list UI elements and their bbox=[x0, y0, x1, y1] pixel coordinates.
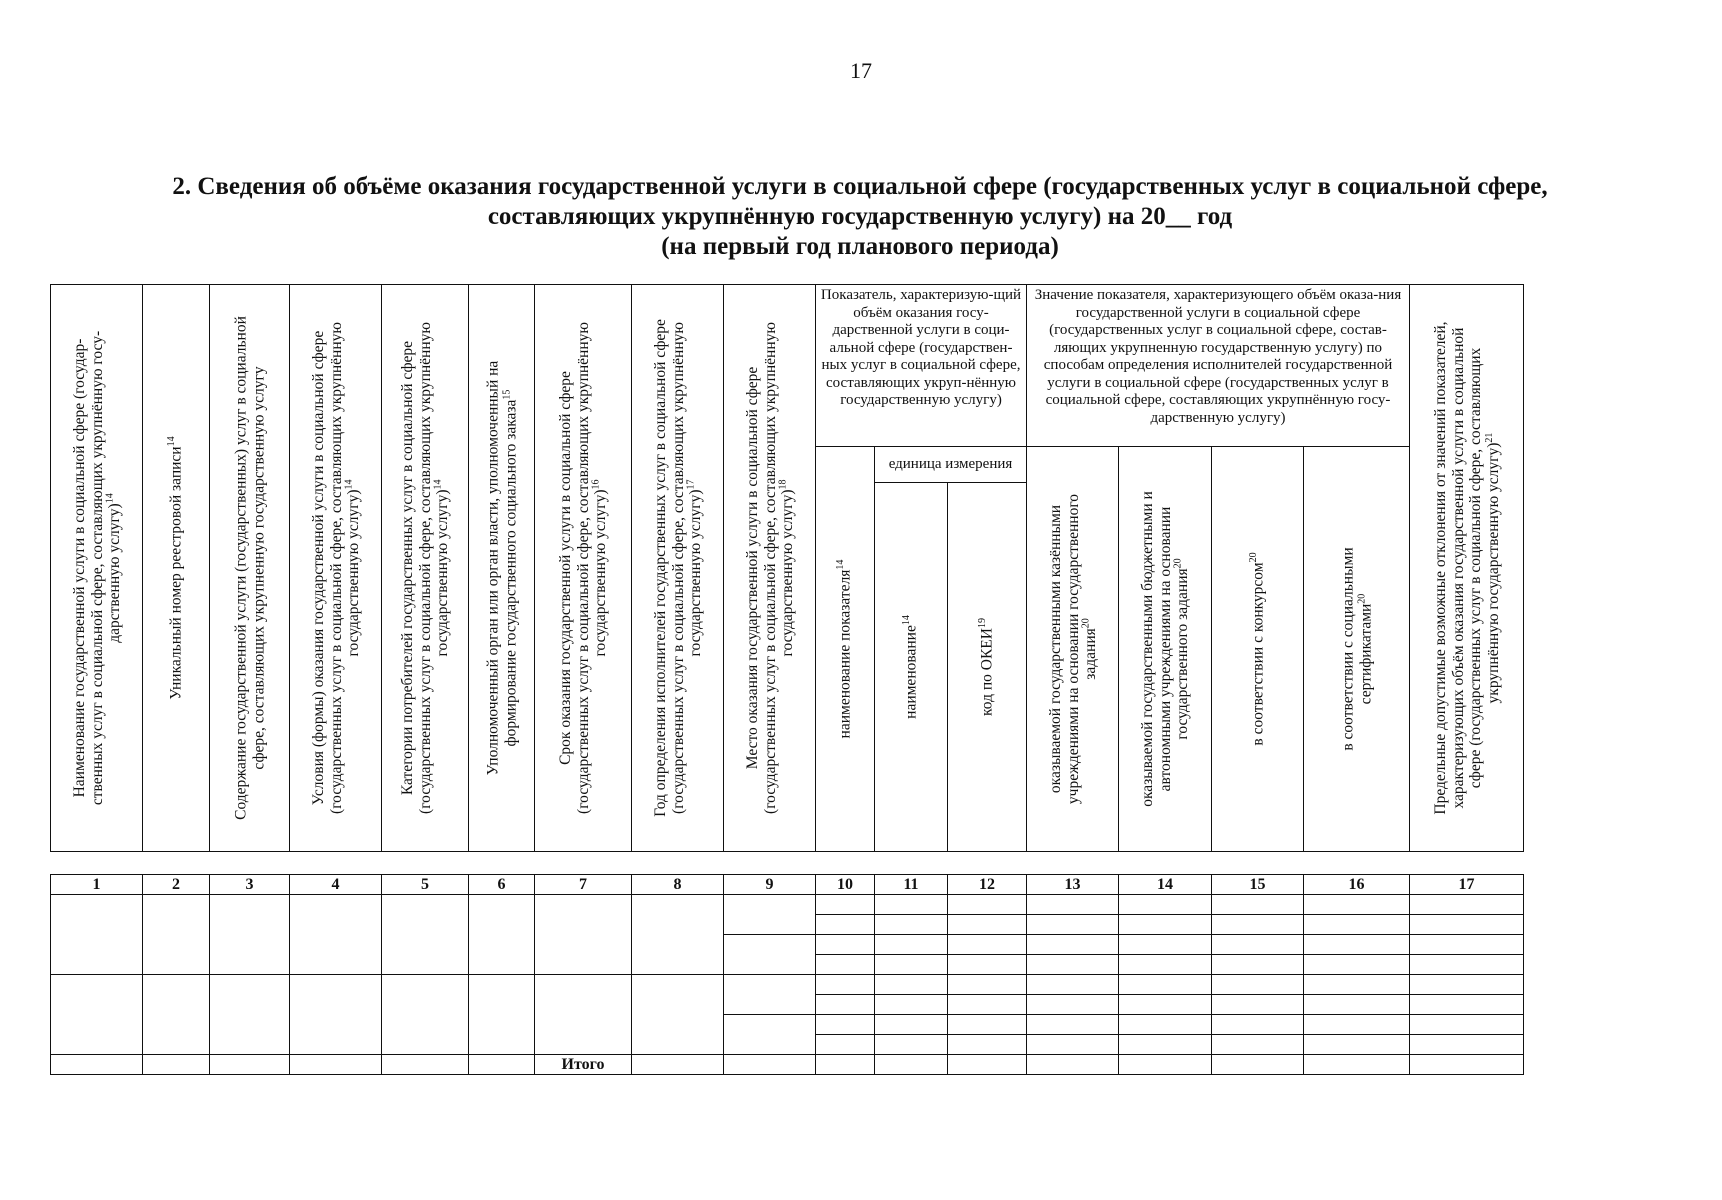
table-cell bbox=[1027, 1015, 1119, 1035]
table-cell bbox=[1119, 895, 1212, 915]
table-row bbox=[51, 895, 1524, 915]
table-cell bbox=[1027, 935, 1119, 955]
col-number: 5 bbox=[382, 875, 469, 895]
table-cell bbox=[1212, 1015, 1304, 1035]
table-cell bbox=[1212, 915, 1304, 935]
col-number: 1 bbox=[51, 875, 143, 895]
table-cell bbox=[816, 955, 875, 975]
table-cell bbox=[1027, 995, 1119, 1015]
table-cell bbox=[210, 895, 290, 975]
page-number: 17 bbox=[850, 58, 872, 83]
table-cell bbox=[1119, 1015, 1212, 1035]
table-row bbox=[51, 975, 1524, 995]
table-cell bbox=[1212, 1055, 1304, 1075]
table-cell bbox=[1304, 915, 1410, 935]
table-cell bbox=[1410, 1035, 1524, 1055]
table-cell bbox=[382, 895, 469, 975]
table-cell bbox=[1119, 915, 1212, 935]
table-cell bbox=[875, 895, 948, 915]
table-cell bbox=[469, 1055, 535, 1075]
header-unit: единица измерения bbox=[875, 447, 1027, 483]
table-cell bbox=[469, 975, 535, 1055]
table-cell bbox=[1410, 1055, 1524, 1075]
table-cell bbox=[816, 1055, 875, 1075]
col-number: 4 bbox=[290, 875, 382, 895]
table-cell bbox=[1304, 995, 1410, 1015]
table-cell bbox=[948, 1035, 1027, 1055]
col-number: 15 bbox=[1212, 875, 1304, 895]
title-line-2: составляющих укрупнённую государственную услугу) на 20__ год bbox=[487, 203, 1233, 230]
header-col-17: Предельные допустимые возможные отклонения от значений показателей, характеризующих объём оказания государственной услуги в социальной сфере (государственных услуг в социальной сфере, составляющих укрупнённую государственную услугу)$^{21}$ bbox=[1410, 285, 1524, 852]
table-cell bbox=[1410, 935, 1524, 955]
col-number: 16 bbox=[1304, 875, 1410, 895]
header-group-indicator: Показатель, характеризую-щий объём оказания госу-дарственной услуги в соци-альной сфере (государствен-ных услуг в социальной сфере, составляющих укруп-нённую государственную услугу) bbox=[816, 285, 1027, 447]
col-number: 17 bbox=[1410, 875, 1524, 895]
table-cell bbox=[51, 895, 143, 975]
header-col-7: Срок оказания государственной услуги в социальной сфере (государственных услуг в социальной сфере, составляющих укрупнённую государственную услугу)$^{16}$ bbox=[535, 285, 632, 852]
table-cell bbox=[1212, 995, 1304, 1015]
total-label: Итого bbox=[535, 1055, 632, 1075]
header-col-10: наименование показателя$^{14}$ bbox=[816, 447, 875, 852]
table-cell bbox=[1304, 955, 1410, 975]
col-number: 11 bbox=[875, 875, 948, 895]
table-cell bbox=[816, 935, 875, 955]
table-cell bbox=[1212, 955, 1304, 975]
col-number: 10 bbox=[816, 875, 875, 895]
section-title bbox=[60, 172, 1660, 262]
table-cell bbox=[210, 1055, 290, 1075]
table-cell bbox=[1410, 895, 1524, 915]
table-cell bbox=[535, 895, 632, 975]
table-cell bbox=[1027, 895, 1119, 915]
table-cell bbox=[382, 1055, 469, 1075]
header-col-11: наименование$^{14}$ bbox=[875, 483, 948, 852]
table-cell bbox=[1410, 1015, 1524, 1035]
table-cell bbox=[875, 975, 948, 995]
header-col-3: Содержание государственной услуги (государственных) услуг в социальной сфере, составляющих укрупненную государственную услугу bbox=[210, 285, 290, 852]
table-cell bbox=[290, 975, 382, 1055]
table-cell bbox=[1027, 975, 1119, 995]
data-table bbox=[50, 874, 1524, 1075]
table-cell bbox=[1304, 895, 1410, 915]
header-col-4: Условия (формы) оказания государственной услуги в социальной сфере (государственных услуг в социальной сфере, составляющих укрупнённую государственную услугу)$^{14}$ bbox=[290, 285, 382, 852]
table-cell bbox=[948, 955, 1027, 975]
header-table bbox=[50, 284, 1524, 852]
table-cell bbox=[1027, 915, 1119, 935]
table-cell bbox=[1119, 935, 1212, 955]
table-cell bbox=[210, 975, 290, 1055]
table-cell bbox=[1410, 995, 1524, 1015]
table-cell bbox=[816, 975, 875, 995]
table-cell bbox=[816, 1035, 875, 1055]
table-cell bbox=[1304, 1015, 1410, 1035]
table-cell bbox=[290, 1055, 382, 1075]
table-cell bbox=[1304, 1055, 1410, 1075]
table-cell bbox=[724, 1015, 816, 1055]
col-number: 14 bbox=[1119, 875, 1212, 895]
header-col-8: Год определения исполнителей государственных услуг в социальной сфере (государственных услуг в социальной сфере, составляющих укрупнённую государственную услугу)$^{17}$ bbox=[632, 285, 724, 852]
table-cell bbox=[1212, 975, 1304, 995]
header-col-1: Наименование государственной услуги в социальной сфере (государ-ственных услуг в социальной сфере, составляющих укрупнённую госу-дарственную услугу)$^{14}$ bbox=[51, 285, 143, 852]
table-cell bbox=[1212, 1035, 1304, 1055]
table-cell bbox=[1410, 975, 1524, 995]
table-cell bbox=[875, 995, 948, 1015]
table-cell bbox=[816, 915, 875, 935]
table-cell bbox=[875, 955, 948, 975]
table-cell bbox=[724, 1055, 816, 1075]
table-cell bbox=[875, 915, 948, 935]
table-cell bbox=[290, 895, 382, 975]
header-col-15: в соответствии с конкурсом$^{20}$ bbox=[1212, 447, 1304, 852]
column-number-row bbox=[51, 875, 1524, 895]
table-cell bbox=[948, 915, 1027, 935]
col-number: 6 bbox=[469, 875, 535, 895]
table-cell bbox=[1212, 935, 1304, 955]
title-line-3: (на первый год планового периода) bbox=[661, 233, 1059, 260]
table-cell bbox=[948, 975, 1027, 995]
table-cell bbox=[1119, 1035, 1212, 1055]
table-cell bbox=[1119, 955, 1212, 975]
table-cell bbox=[51, 975, 143, 1055]
table-cell bbox=[1410, 955, 1524, 975]
table-cell bbox=[1119, 975, 1212, 995]
table-cell bbox=[948, 935, 1027, 955]
col-number: 9 bbox=[724, 875, 816, 895]
table-cell bbox=[143, 975, 210, 1055]
table-cell bbox=[1304, 935, 1410, 955]
header-col-12: код по ОКЕИ$^{19}$ bbox=[948, 483, 1027, 852]
header-col-14: оказываемой государственными бюджетными и автономными учреждениями на основании государственного задания$^{20}$ bbox=[1119, 447, 1212, 852]
title-line-1: 2. Сведения об объёме оказания государственной услуги в социальной сфере (государственных услуг в социальной сфере, bbox=[172, 173, 1548, 200]
table-cell bbox=[875, 1035, 948, 1055]
col-number: 12 bbox=[948, 875, 1027, 895]
col-number: 13 bbox=[1027, 875, 1119, 895]
table-cell bbox=[875, 935, 948, 955]
header-col-2: Уникальный номер реестровой записи$^{14}$ bbox=[143, 285, 210, 852]
table-cell bbox=[51, 1055, 143, 1075]
header-col-16: в соответствии с социальными сертификатами$^{20}$ bbox=[1304, 447, 1410, 852]
header-col-6: Уполномоченный орган или орган власти, уполномоченный на формирование государственного социального заказа$^{15}$ bbox=[469, 285, 535, 852]
table-cell bbox=[724, 975, 816, 1015]
header-col-5: Категории потребителей государственных услуг в социальной сфере (государственных услуг в социальной сфере, составляющих укрупнённую государственную услугу)$^{14}$ bbox=[382, 285, 469, 852]
table-cell bbox=[1119, 995, 1212, 1015]
table-cell bbox=[1119, 1055, 1212, 1075]
table-cell bbox=[632, 1055, 724, 1075]
table-cell bbox=[948, 895, 1027, 915]
col-number: 3 bbox=[210, 875, 290, 895]
table-cell bbox=[948, 1055, 1027, 1075]
table-cell bbox=[535, 975, 632, 1055]
table-cell bbox=[1410, 915, 1524, 935]
table-cell bbox=[469, 895, 535, 975]
table-cell bbox=[875, 1015, 948, 1035]
table-cell bbox=[875, 1055, 948, 1075]
table-cell bbox=[1304, 1035, 1410, 1055]
table-cell bbox=[1304, 975, 1410, 995]
table-cell bbox=[948, 995, 1027, 1015]
header-group-value: Значение показателя, характеризующего объём оказа-ния государственной услуги в социальной сфере (государственных услуг в социальной сфере, состав-ляющих укрупненную государственную услугу) по способам определения исполнителей государственной услуги в социальной сфере (государственных услуг в социальной сфере, составляющих укрупнённую госу-дарственную услугу) bbox=[1027, 285, 1410, 447]
table-cell bbox=[724, 895, 816, 935]
table-cell bbox=[1212, 895, 1304, 915]
table-cell bbox=[816, 895, 875, 915]
table-cell bbox=[632, 895, 724, 975]
table-cell bbox=[1027, 1055, 1119, 1075]
col-number: 7 bbox=[535, 875, 632, 895]
table-cell bbox=[1027, 955, 1119, 975]
total-row bbox=[51, 1055, 1524, 1075]
table-cell bbox=[724, 935, 816, 975]
table-cell bbox=[382, 975, 469, 1055]
table-cell bbox=[816, 995, 875, 1015]
table-cell bbox=[632, 975, 724, 1055]
table-cell bbox=[948, 1015, 1027, 1035]
table-cell bbox=[816, 1015, 875, 1035]
col-number: 2 bbox=[143, 875, 210, 895]
col-number: 8 bbox=[632, 875, 724, 895]
table-cell bbox=[143, 895, 210, 975]
header-col-13: оказываемой государственными казёнными учреждениями на основании государственного задания$^{20}$ bbox=[1027, 447, 1119, 852]
header-col-9: Место оказания государственной услуги в социальной сфере (государственных услуг в социальной сфере, составляющих укрупнённую государственную услугу)$^{18}$ bbox=[724, 285, 816, 852]
table-cell bbox=[143, 1055, 210, 1075]
table-cell bbox=[1027, 1035, 1119, 1055]
